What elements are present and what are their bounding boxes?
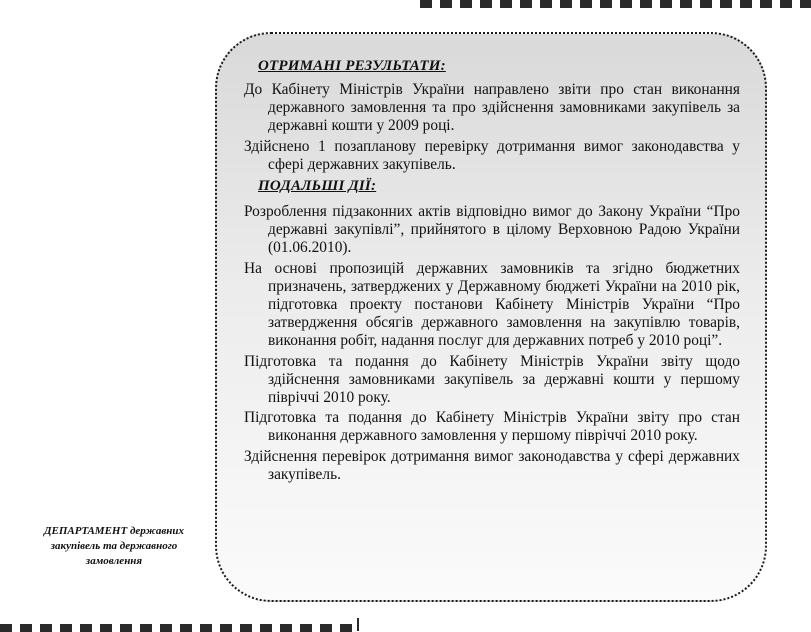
department-label-bold: ДЕПАРТАМЕНТ [43,525,128,537]
department-label-rest: державних закупівель та державного замовлення [50,525,185,567]
results-heading: ОТРИМАНІ РЕЗУЛЬТАТИ: [258,58,446,74]
next-steps-item-5: Здійснення перевірок дотримання вимог законодавства у сфері державних закупівель. [244,447,740,483]
top-dashed-border [420,0,811,8]
panel-content [244,58,740,486]
department-label [28,524,200,569]
bottom-divider-tick [357,618,359,631]
next-steps-heading: ПОДАЛЬШІ ДІЇ: [258,178,377,195]
results-item-1: До Кабінету Міністрів України направлено звіти про стан виконання державного замовлення та про здійснення замовниками закупівель за державні кошти у 2009 році. [244,81,740,135]
next-steps-item-4: Підготовка та подання до Кабінету Міністрів України звіту про стан виконання державного замовлення у першому півріччі 2010 року. [244,409,740,445]
next-steps-item-1: Розроблення підзаконних актів відповідно вимог до Закону України “Про державні закупівлі”, прийнятого в цілому Верховною Радою України (01.06.2010). [244,203,740,257]
next-steps-item-2: На основі пропозицій державних замовників та згідно бюджетних призначень, затверджених у Державному бюджеті України на 2010 рік, підготовка проекту постанови Кабінету Міністрів України “Про затвердження обсягів державного замовлення на закупівлю товарів, виконання робіт, надання послуг для державних потреб у 2010 році”. [244,259,740,350]
next-steps-item-3: Підготовка та подання до Кабінету Міністрів України звіту щодо здійснення замовниками закупівель за державні кошти у першому півріччі 2010 року. [244,352,740,407]
results-item-2: Здійснено 1 позапланову перевірку дотримання вимог законодавства у сфері державних закупівель. [244,137,740,173]
